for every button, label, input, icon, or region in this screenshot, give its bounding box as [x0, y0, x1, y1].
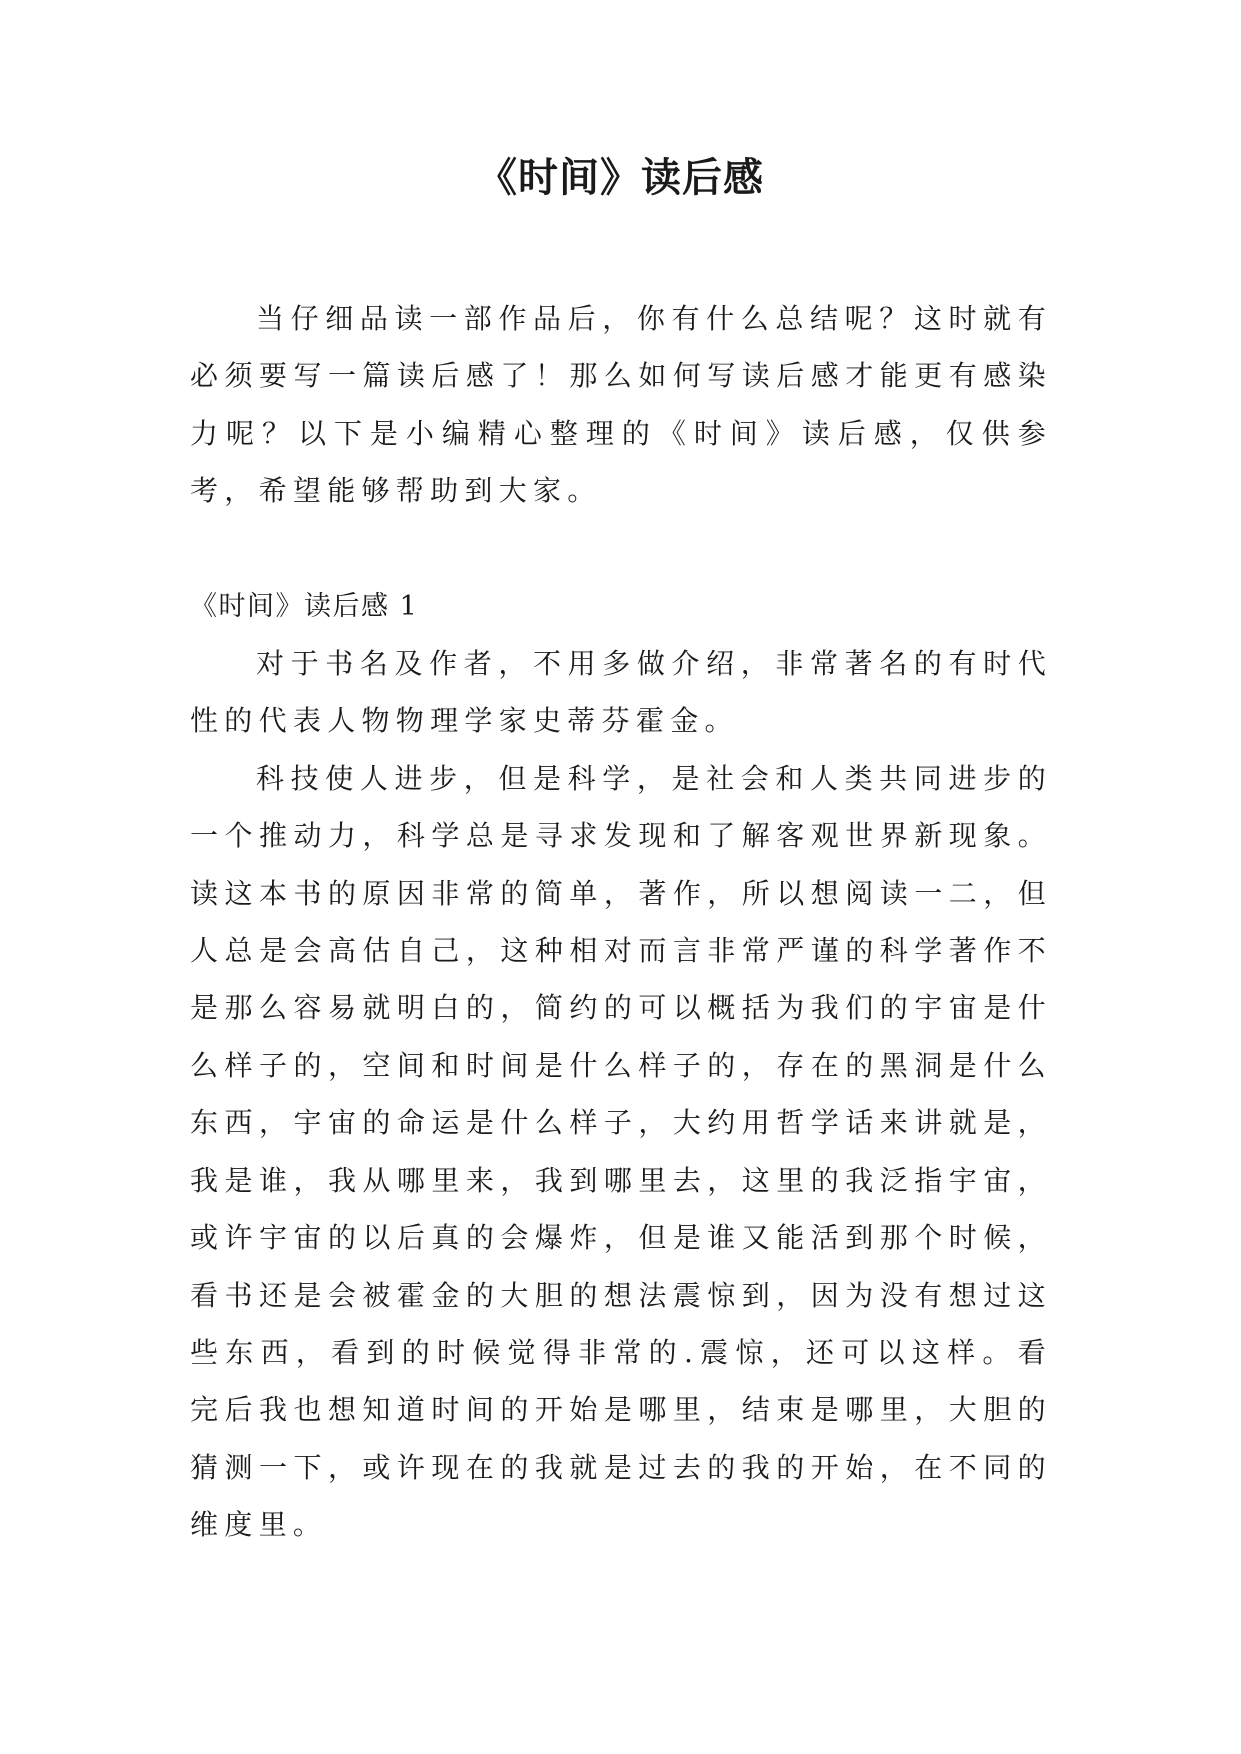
document-body [190, 290, 1052, 1554]
body-paragraph: 科技使人进步，但是科学，是社会和人类共同进步的一个推动力，科学总是寻求发现和了解客观世界新现象。读这本书的原因非常的简单，著作，所以想阅读一二，但人总是会高估自己，这种相对而言非常严谨的科学著作不是那么容易就明白的，简约的可以概括为我们的宇宙是什么样子的，空间和时间是什么样子的，存在的黑洞是什么东西，宇宙的命运是什么样子，大约用哲学话来讲就是，我是谁，我从哪里来，我到哪里去，这里的我泛指宇宙，或许宇宙的以后真的会爆炸，但是谁又能活到那个时候，看书还是会被霍金的大胆的想法震惊到，因为没有想过这些东西，看到的时候觉得非常的.震惊，还可以这样。看完后我也想知道时间的开始是哪里，结束是哪里，大胆的猜测一下，或许现在的我就是过去的我的开始，在不同的维度里。 [190, 761, 1052, 1542]
document-title: 《时间》读后感 [477, 155, 764, 201]
body-paragraph: 对于书名及作者，不用多做介绍，非常著名的有时代性的代表人物物理学家史蒂芬霍金。 [190, 647, 1052, 738]
intro-paragraph: 当仔细品读一部作品后，你有什么总结呢？这时就有必须要写一篇读后感了！那么如何写读后感才能更有感染力呢？以下是小编精心整理的《时间》读后感，仅供参考，希望能够帮助到大家。 [190, 302, 1052, 508]
section-heading: 《时间》读后感 1 [190, 590, 419, 622]
